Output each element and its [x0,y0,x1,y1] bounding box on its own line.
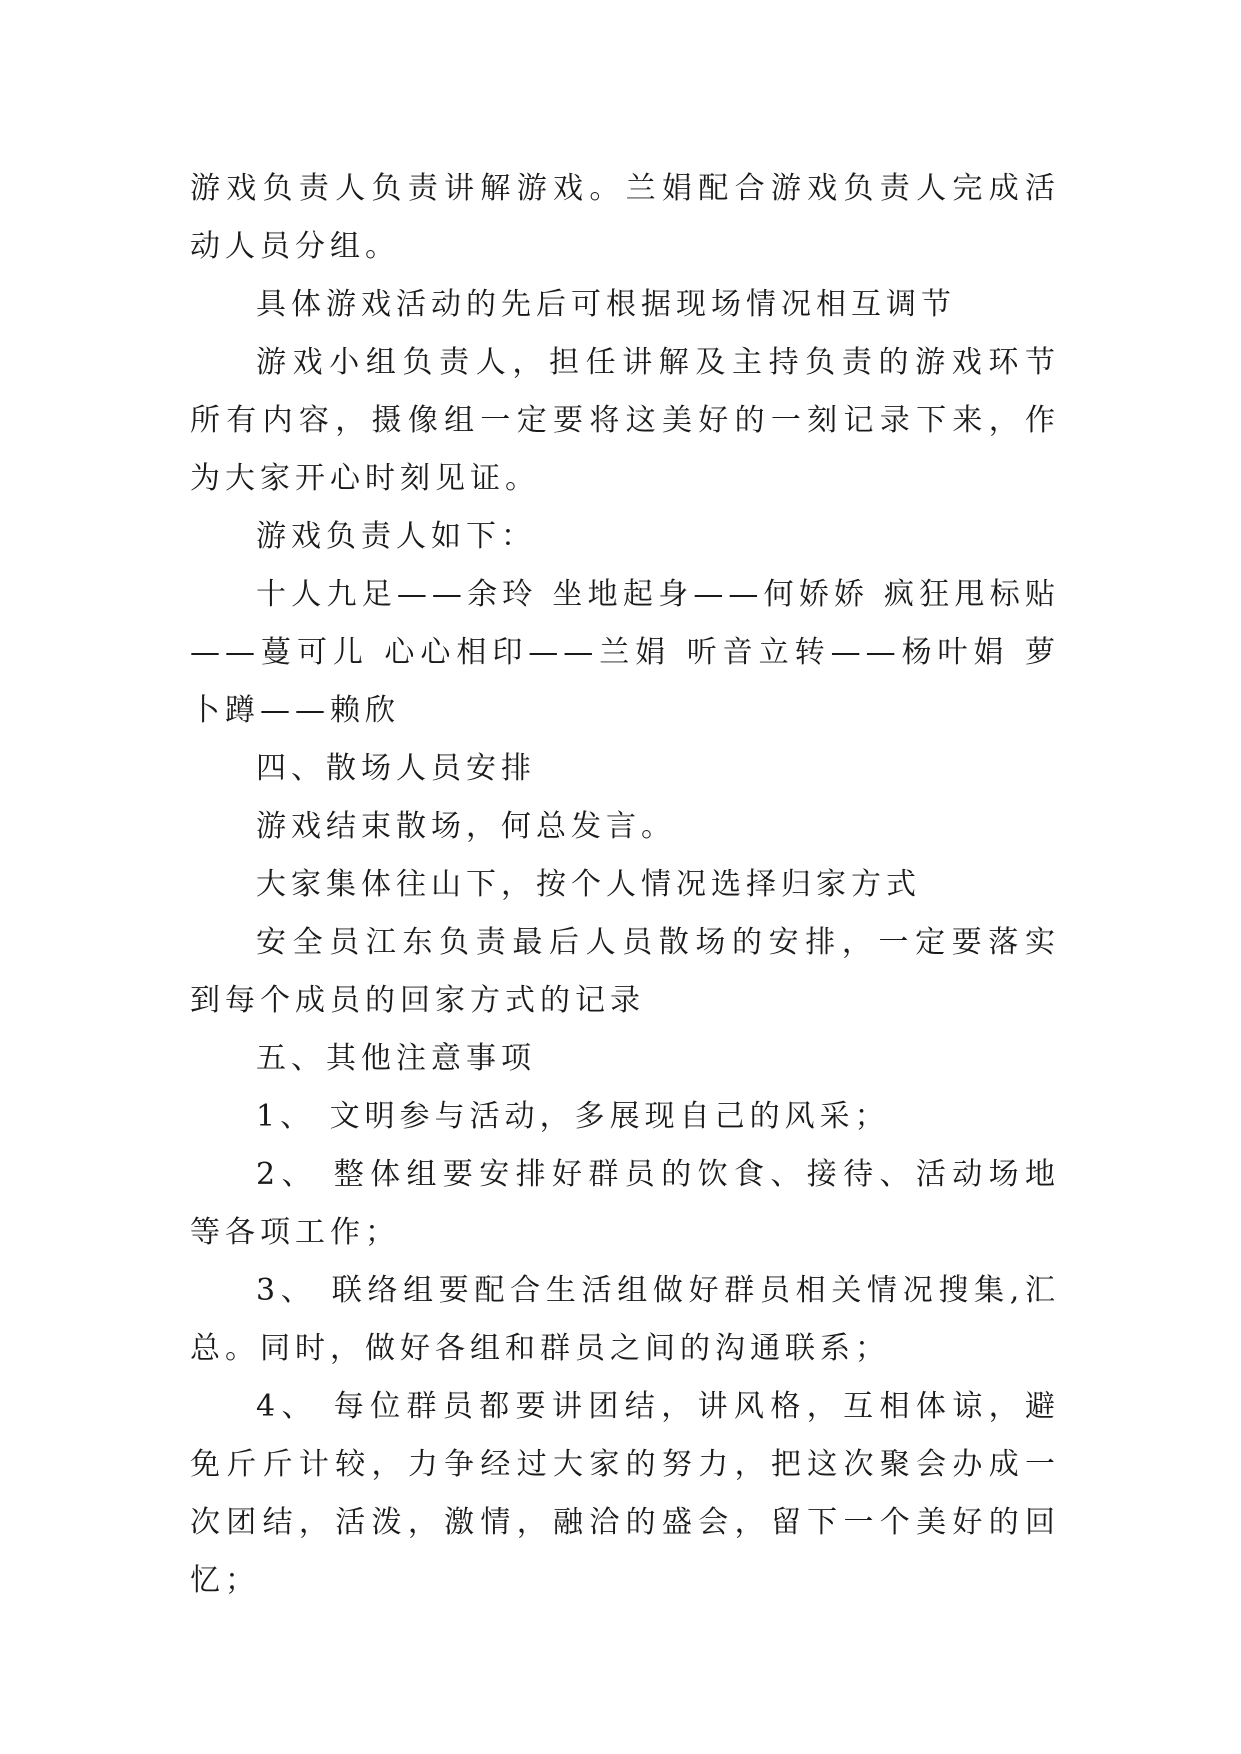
paragraph-go-home: 大家集体往山下，按个人情况选择归家方式 [256,867,921,902]
section-heading-notes: 五、其他注意事项 [256,1041,536,1076]
paragraph-dismissal-speech: 游戏结束散场，何总发言。 [256,809,676,844]
document-body [190,160,1060,1610]
section-heading-dismissal: 四、散场人员安排 [256,751,536,786]
paragraph-group-lead-duties: 游戏小组负责人，担任讲解及主持负责的游戏环节所有内容，摄像组一定要将这美好的一刻记录下来，作为大家开心时刻见证。 [190,345,1060,496]
list-item-1: 1、 文明参与活动，多展现自己的风采； [256,1099,890,1134]
paragraph-lead-list: 十人九足——余玲 坐地起身——何娇娇 疯狂甩标贴——蔓可儿 心心相印——兰娟 听音立转——杨叶娟 萝卜蹲——赖欣 [190,577,1060,728]
paragraph-lead-list-heading: 游戏负责人如下： [256,519,536,554]
list-item-3: 3、 联络组要配合生活组做好群员相关情况搜集,汇总。同时，做好各组和群员之间的沟通联系； [190,1273,1060,1366]
list-item-2: 2、 整体组要安排好群员的饮食、接待、活动场地等各项工作； [190,1157,1060,1250]
paragraph-game-lead-intro: 游戏负责人负责讲解游戏。兰娟配合游戏负责人完成活动人员分组。 [190,171,1060,264]
paragraph-game-order: 具体游戏活动的先后可根据现场情况相互调节 [256,287,956,322]
paragraph-safety-officer: 安全员江东负责最后人员散场的安排，一定要落实到每个成员的回家方式的记录 [190,925,1060,1018]
list-item-4: 4、 每位群员都要讲团结，讲风格，互相体谅，避免斤斤计较，力争经过大家的努力，把这次聚会办成一次团结，活泼，激情，融洽的盛会，留下一个美好的回忆； [190,1389,1060,1598]
